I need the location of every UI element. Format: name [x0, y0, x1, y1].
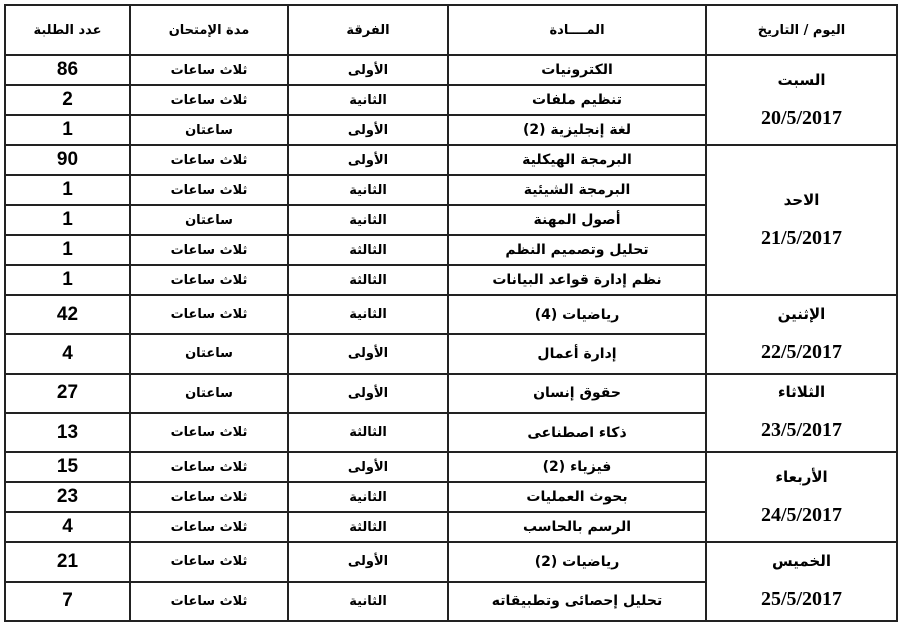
exam-duration-cell: ثلاث ساعات [130, 235, 288, 265]
year-cell: الثالثة [288, 512, 448, 542]
student-count-cell: 42 [5, 295, 130, 334]
subject-cell: نظم إدارة قواعد البيانات [448, 265, 706, 295]
day-name: الإثنين [777, 304, 826, 323]
header-year: الفرقة [288, 5, 448, 55]
subject-cell: تحليل وتصميم النظم [448, 235, 706, 265]
student-count-cell: 13 [5, 413, 130, 452]
year-cell: الأولى [288, 55, 448, 85]
exam-duration-cell: ثلاث ساعات [130, 512, 288, 542]
subject-cell: بحوث العمليات [448, 482, 706, 512]
year-cell: الأولى [288, 542, 448, 581]
exam-duration-cell: ثلاث ساعات [130, 175, 288, 205]
subject-cell: تحليل إحصائى وتطبيقاته [448, 582, 706, 621]
exam-date: 20/5/2017 [760, 106, 843, 129]
subject-cell: إدارة أعمال [448, 334, 706, 373]
subject-cell: حقوق إنسان [448, 374, 706, 413]
header-exam-duration: مدة الإمتحان [130, 5, 288, 55]
exam-duration-cell: ثلاث ساعات [130, 413, 288, 452]
exam-duration-cell: ثلاث ساعات [130, 582, 288, 621]
exam-duration-cell: ساعتان [130, 205, 288, 235]
subject-cell: رياضيات (2) [448, 542, 706, 581]
day-date-cell [706, 295, 897, 374]
year-cell: الثانية [288, 482, 448, 512]
day-date-cell [706, 55, 897, 145]
student-count-cell: 27 [5, 374, 130, 413]
student-count-cell: 7 [5, 582, 130, 621]
subject-cell: الكترونيات [448, 55, 706, 85]
exam-date: 21/5/2017 [760, 226, 843, 249]
day-name: الاحد [783, 190, 820, 209]
table-row [5, 452, 897, 482]
student-count-cell: 1 [5, 115, 130, 145]
table-row [5, 295, 897, 334]
header-day-date: اليوم / التاريخ [706, 5, 897, 55]
year-cell: الثانية [288, 175, 448, 205]
subject-cell: الرسم بالحاسب [448, 512, 706, 542]
exam-duration-cell: ساعتان [130, 334, 288, 373]
year-cell: الثانية [288, 85, 448, 115]
exam-duration-cell: ساعتان [130, 115, 288, 145]
exam-duration-cell: ثلاث ساعات [130, 482, 288, 512]
exam-duration-cell: ثلاث ساعات [130, 295, 288, 334]
day-name: الخميس [772, 552, 831, 571]
day-name: السبت [777, 70, 826, 89]
subject-cell: تنظيم ملفات [448, 85, 706, 115]
table-row [5, 374, 897, 413]
student-count-cell: 4 [5, 512, 130, 542]
day-name: الأربعاء [775, 467, 828, 486]
subject-cell: رياضيات (4) [448, 295, 706, 334]
student-count-cell: 15 [5, 452, 130, 482]
day-date-cell [706, 542, 897, 621]
year-cell: الأولى [288, 452, 448, 482]
exam-duration-cell: ثلاث ساعات [130, 85, 288, 115]
student-count-cell: 23 [5, 482, 130, 512]
subject-cell: البرمجة الشيئية [448, 175, 706, 205]
year-cell: الثانية [288, 205, 448, 235]
student-count-cell: 4 [5, 334, 130, 373]
student-count-cell: 1 [5, 235, 130, 265]
year-cell: الثانية [288, 582, 448, 621]
exam-date: 25/5/2017 [760, 588, 843, 611]
table-row [5, 145, 897, 175]
year-cell: الثالثة [288, 265, 448, 295]
table-row [5, 55, 897, 85]
exam-duration-cell: ثلاث ساعات [130, 452, 288, 482]
subject-cell: فيزياء (2) [448, 452, 706, 482]
subject-cell: البرمجة الهيكلية [448, 145, 706, 175]
subject-cell: أصول المهنة [448, 205, 706, 235]
student-count-cell: 1 [5, 205, 130, 235]
year-cell: الثانية [288, 295, 448, 334]
student-count-cell: 86 [5, 55, 130, 85]
exam-duration-cell: ثلاث ساعات [130, 265, 288, 295]
year-cell: الثالثة [288, 235, 448, 265]
year-cell: الأولى [288, 145, 448, 175]
exam-duration-cell: ساعتان [130, 374, 288, 413]
student-count-cell: 1 [5, 175, 130, 205]
exam-date: 22/5/2017 [760, 340, 843, 363]
exam-date: 24/5/2017 [760, 503, 843, 526]
day-name: الثلاثاء [777, 383, 826, 402]
schedule-body [5, 55, 897, 621]
subject-cell: لغة إنجليزية (2) [448, 115, 706, 145]
year-cell: الأولى [288, 374, 448, 413]
header-subject: المــــادة [448, 5, 706, 55]
student-count-cell: 90 [5, 145, 130, 175]
student-count-cell: 2 [5, 85, 130, 115]
year-cell: الثالثة [288, 413, 448, 452]
year-cell: الأولى [288, 115, 448, 145]
exam-date: 23/5/2017 [760, 419, 843, 442]
student-count-cell: 1 [5, 265, 130, 295]
year-cell: الأولى [288, 334, 448, 373]
subject-cell: ذكاء اصطناعى [448, 413, 706, 452]
day-date-cell [706, 452, 897, 542]
header-row [5, 5, 897, 55]
exam-schedule-table [4, 4, 898, 622]
student-count-cell: 21 [5, 542, 130, 581]
table-row [5, 542, 897, 581]
exam-duration-cell: ثلاث ساعات [130, 145, 288, 175]
exam-duration-cell: ثلاث ساعات [130, 542, 288, 581]
day-date-cell [706, 145, 897, 295]
day-date-cell [706, 374, 897, 453]
exam-duration-cell: ثلاث ساعات [130, 55, 288, 85]
header-student-count: عدد الطلبة [5, 5, 130, 55]
